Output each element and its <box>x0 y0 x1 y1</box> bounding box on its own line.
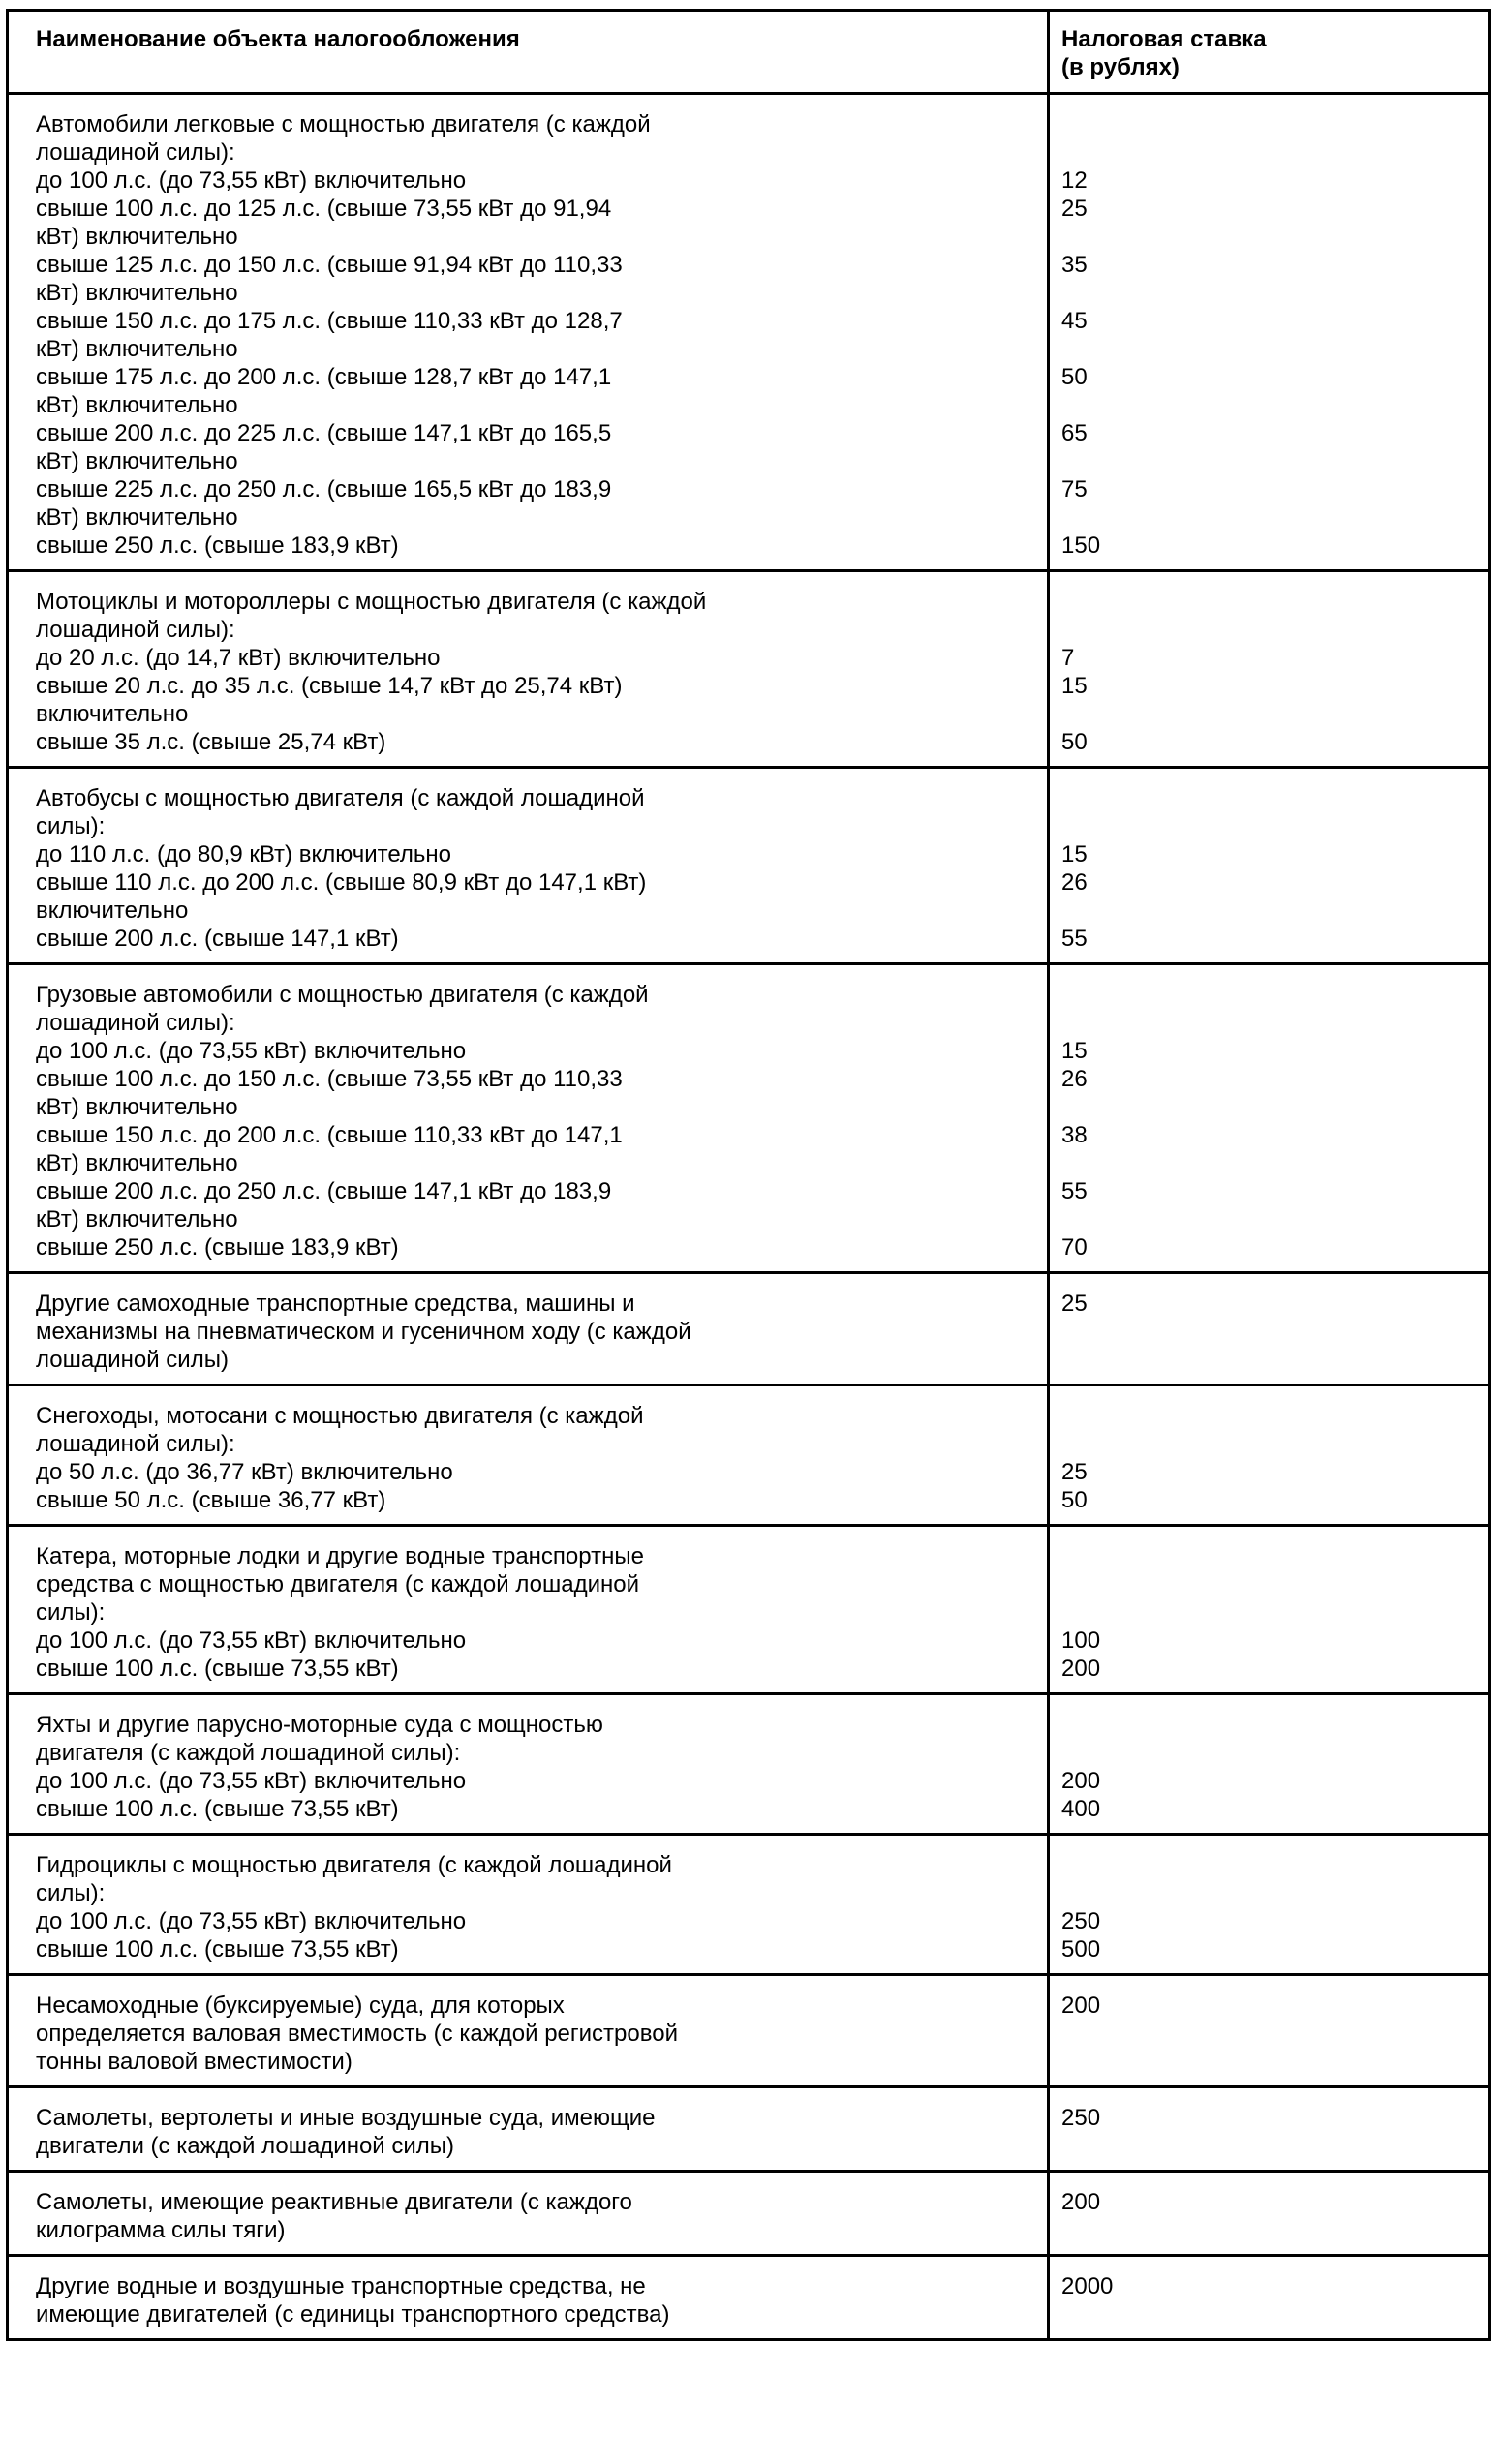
tax-rate-value: 55 <box>1061 1178 1088 1204</box>
object-name-cell: Гидроциклы с мощностью двигателя (с каждой лошадиной силы): до 100 л.с. (до 73,55 кВт) включительно свыше 100 л.с. (свыше 73,55 кВт) <box>9 1836 1050 1973</box>
object-name-cell: Самолеты, имеющие реактивные двигатели (с каждого килограмма силы тяги) <box>9 2173 1050 2254</box>
tax-rate-cell <box>1050 2088 1488 2170</box>
tax-rate-value: 45 <box>1061 308 1088 334</box>
tax-rate-value <box>1061 1739 1477 1767</box>
tax-rate-value <box>1061 1598 1477 1627</box>
tax-rate-cell <box>1050 965 1488 1271</box>
tax-rate-value: 35 <box>1061 252 1088 278</box>
object-name-cell: Самолеты, вертолеты и иные воздушные суда, имеющие двигатели (с каждой лошадиной силы) <box>9 2088 1050 2170</box>
tax-rate-value <box>1061 616 1477 644</box>
tax-rate-cell <box>1050 1386 1488 1524</box>
tax-rate-value: 200 <box>1061 2189 1101 2215</box>
tax-rate-cell <box>1050 95 1488 569</box>
tax-rate-value: 7 <box>1061 645 1075 671</box>
table-header-row <box>9 12 1488 95</box>
table-row <box>9 1386 1488 1527</box>
object-name-cell: Автобусы с мощностью двигателя (с каждой лошадиной силы): до 110 л.с. (до 80,9 кВт) включительно свыше 110 л.с. до 200 л.с. (свыше 80,9 кВт до 147,1 кВт) включительно свыше 200 л.с. (свыше 147,1 кВт) <box>9 769 1050 962</box>
object-name-cell: Автомобили легковые с мощностью двигателя (с каждой лошадиной силы): до 100 л.с. (до 73,55 кВт) включительно свыше 100 л.с. до 125 л.с. (свыше 73,55 кВт до 91,94 кВт) включительно свыше 125 л.с. до 150 л.с. (свыше 91,94 кВт до 110,33 кВт) включительно свыше 150 л.с. до 175 л.с. (свыше 110,33 кВт до 128,7 кВт) включительно свыше 175 л.с. до 200 л.с. (свыше 128,7 кВт до 147,1 кВт) включительно свыше 200 л.с. до 225 л.с. (свыше 147,1 кВт до 165,5 кВт) включительно свыше 225 л.с. до 250 л.с. (свыше 165,5 кВт до 183,9 кВт) включительно свыше 250 л.с. (свыше 183,9 кВт) <box>9 95 1050 569</box>
tax-rate-value <box>1061 588 1477 616</box>
tax-rate-value: 25 <box>1061 196 1088 222</box>
table-row <box>9 2173 1488 2257</box>
tax-rate-value <box>1061 1879 1477 1907</box>
table-row <box>9 572 1488 769</box>
tax-rate-value <box>1061 981 1477 1009</box>
tax-rate-value: 26 <box>1061 1066 1088 1092</box>
tax-rate-cell <box>1050 2257 1488 2338</box>
tax-rate-value: 15 <box>1061 1038 1088 1064</box>
tax-rate-value: 2000 <box>1061 2273 1114 2299</box>
tax-rate-value: 55 <box>1061 926 1088 952</box>
tax-rate-cell <box>1050 1527 1488 1692</box>
tax-rate-value: 250 <box>1061 1908 1101 1934</box>
tax-rate-value <box>1061 1430 1477 1458</box>
tax-rate-value <box>1061 279 1477 307</box>
tax-rate-value <box>1061 391 1477 419</box>
tax-rate-value: 38 <box>1061 1122 1088 1148</box>
tax-rate-value <box>1061 110 1477 138</box>
tax-rate-value: 500 <box>1061 1936 1101 1962</box>
object-name-cell: Яхты и другие парусно-моторные суда с мощностью двигателя (с каждой лошадиной силы): до 100 л.с. (до 73,55 кВт) включительно свыше 100 л.с. (свыше 73,55 кВт) <box>9 1695 1050 1833</box>
tax-rate-cell <box>1050 1695 1488 1833</box>
tax-rate-value: 12 <box>1061 167 1088 194</box>
table-row <box>9 1695 1488 1836</box>
tax-rate-value <box>1061 1402 1477 1430</box>
object-name-cell: Катера, моторные лодки и другие водные транспортные средства с мощностью двигателя (с каждой лошадиной силы): до 100 л.с. (до 73,55 кВт) включительно свыше 100 л.с. (свыше 73,55 кВт) <box>9 1527 1050 1692</box>
object-name-cell: Грузовые автомобили с мощностью двигателя (с каждой лошадиной силы): до 100 л.с. (до 73,55 кВт) включительно свыше 100 л.с. до 150 л.с. (свыше 73,55 кВт до 110,33 кВт) включительно свыше 150 л.с. до 200 л.с. (свыше 110,33 кВт до 147,1 кВт) включительно свыше 200 л.с. до 250 л.с. (свыше 147,1 кВт до 183,9 кВт) включительно свыше 250 л.с. (свыше 183,9 кВт) <box>9 965 1050 1271</box>
header-tax-rate <box>1050 12 1488 92</box>
tax-rate-value: 65 <box>1061 420 1088 446</box>
tax-rate-cell <box>1050 1976 1488 2085</box>
object-name-cell: Мотоциклы и мотороллеры с мощностью двигателя (с каждой лошадиной силы): до 20 л.с. (до 14,7 кВт) включительно свыше 20 л.с. до 35 л.с. (свыше 14,7 кВт до 25,74 кВт) включительно свыше 35 л.с. (свыше 25,74 кВт) <box>9 572 1050 766</box>
tax-rate-value: 70 <box>1061 1234 1088 1261</box>
tax-rate-value: 200 <box>1061 1768 1101 1794</box>
table-row <box>9 95 1488 572</box>
tax-rate-value <box>1061 138 1477 167</box>
tax-rate-value: 250 <box>1061 2105 1101 2131</box>
tax-rate-cell <box>1050 769 1488 962</box>
tax-rate-cell <box>1050 572 1488 766</box>
tax-rate-value <box>1061 447 1477 475</box>
header-tax-rate-line2: (в рублях) <box>1061 54 1180 80</box>
tax-rate-value: 50 <box>1061 364 1088 390</box>
object-name-cell: Снегоходы, мотосани с мощностью двигателя (с каждой лошадиной силы): до 50 л.с. (до 36,77 кВт) включительно свыше 50 л.с. (свыше 36,77 кВт) <box>9 1386 1050 1524</box>
tax-rate-value: 15 <box>1061 841 1088 867</box>
tax-rate-value <box>1061 1205 1477 1233</box>
tax-rate-value <box>1061 1570 1477 1598</box>
tax-rate-value <box>1061 335 1477 363</box>
tax-rate-value: 50 <box>1061 729 1088 755</box>
table-row <box>9 2257 1488 2338</box>
tax-rate-value <box>1061 1009 1477 1037</box>
tax-rate-value: 200 <box>1061 1992 1101 2019</box>
tax-rate-value <box>1061 700 1477 728</box>
table-body <box>9 95 1488 2338</box>
tax-rate-value: 25 <box>1061 1291 1088 1317</box>
tax-rate-value <box>1061 812 1477 840</box>
tax-rate-value: 75 <box>1061 476 1088 502</box>
tax-rate-value <box>1061 223 1477 251</box>
tax-rate-value <box>1061 1093 1477 1121</box>
tax-rate-value <box>1061 897 1477 925</box>
header-object-name: Наименование объекта налогообложения <box>9 12 1050 92</box>
tax-rate-value: 200 <box>1061 1656 1101 1682</box>
tax-rate-value: 50 <box>1061 1487 1088 1513</box>
table-row <box>9 1527 1488 1695</box>
tax-rate-value <box>1061 1851 1477 1879</box>
tax-rate-value: 15 <box>1061 673 1088 699</box>
object-name-cell: Несамоходные (буксируемые) суда, для которых определяется валовая вместимость (с каждой регистровой тонны валовой вместимости) <box>9 1976 1050 2085</box>
tax-rate-cell <box>1050 1836 1488 1973</box>
table-row <box>9 1836 1488 1976</box>
object-name-cell: Другие самоходные транспортные средства, машины и механизмы на пневматическом и гусеничном ходу (с каждой лошадиной силы) <box>9 1274 1050 1384</box>
tax-rate-value: 400 <box>1061 1796 1101 1822</box>
object-name-cell: Другие водные и воздушные транспортные средства, не имеющие двигателей (с единицы транспортного средства) <box>9 2257 1050 2338</box>
tax-rate-value <box>1061 784 1477 812</box>
table-row <box>9 965 1488 1274</box>
tax-rate-table <box>6 9 1491 2341</box>
tax-rate-cell <box>1050 1274 1488 1384</box>
table-row <box>9 1976 1488 2088</box>
table-row <box>9 2088 1488 2173</box>
tax-rate-value <box>1061 1542 1477 1570</box>
tax-rate-value <box>1061 1149 1477 1177</box>
header-tax-rate-line1: Налоговая ставка <box>1061 26 1267 52</box>
tax-rate-value: 26 <box>1061 869 1088 896</box>
table-row <box>9 769 1488 965</box>
tax-rate-value <box>1061 503 1477 532</box>
tax-rate-value: 25 <box>1061 1459 1088 1485</box>
table-row <box>9 1274 1488 1386</box>
tax-rate-value <box>1061 1711 1477 1739</box>
tax-rate-value: 100 <box>1061 1627 1101 1654</box>
tax-rate-cell <box>1050 2173 1488 2254</box>
tax-rate-value: 150 <box>1061 532 1101 559</box>
